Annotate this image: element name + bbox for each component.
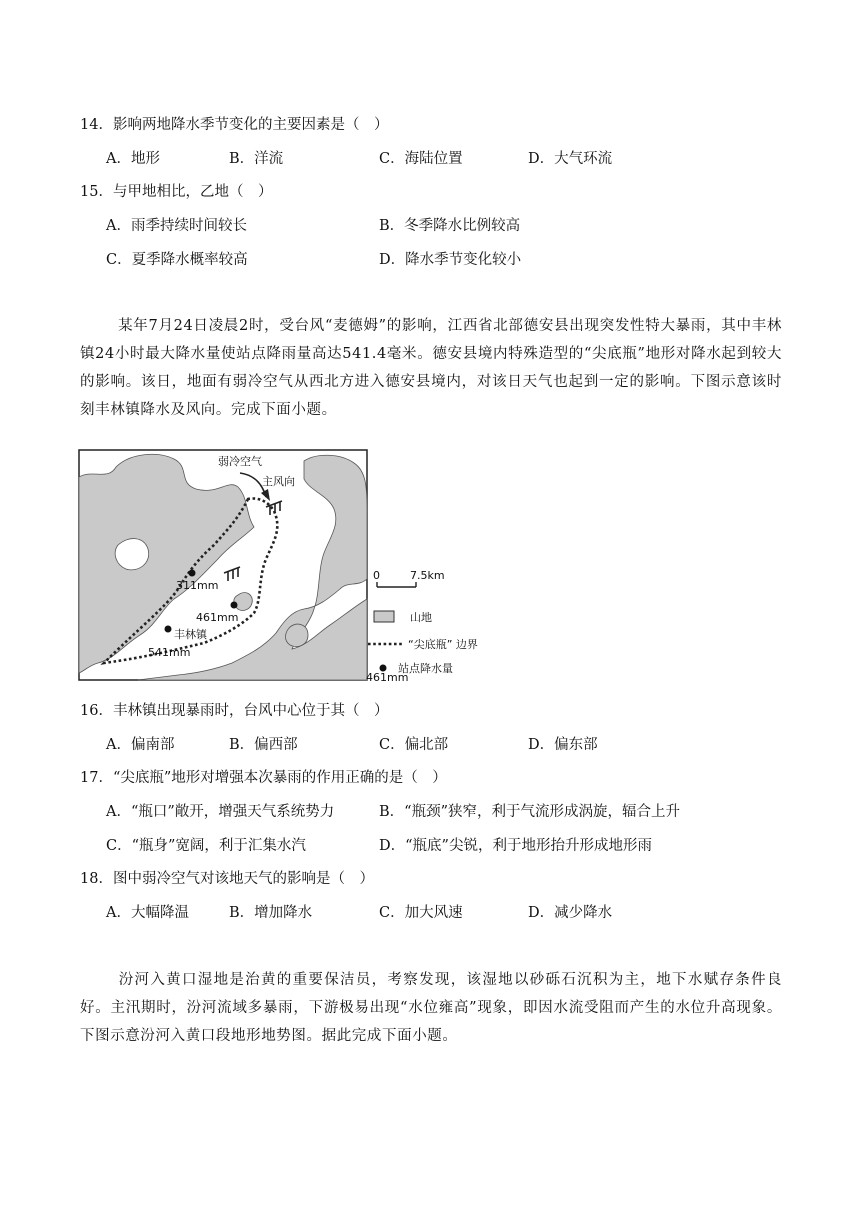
q16-option-a: A．偏南部 (106, 737, 175, 753)
question-17-stem: 17．“尖底瓶”地形对增强本次暴雨的作用正确的是（ ） (80, 770, 447, 786)
station-dot-311 (189, 570, 196, 577)
legend-boundary-label: “尖底瓶” 边界 (408, 638, 478, 651)
scale-distance: 7.5km (410, 569, 445, 582)
q16-option-d: D．偏东部 (528, 737, 598, 753)
rainfall-map-figure (78, 449, 496, 681)
legend-station-swatch (380, 665, 387, 672)
passage-typhoon-text: 某年7月24日凌晨2时，受台风“麦德姆”的影响，江西省北部德安县出现突发性特大暴雨，其中丰林镇24小时最大降水量使站点降雨量高达541.4毫米。德安县境内特殊造型的“尖底瓶”地形对降水起到较大的影响。该日，地面有弱冷空气从西北方进入德安县境内，对该日天气也起到一定的影响。下图示意该时刻丰林镇降水及风向。完成下面小题。 (80, 318, 782, 418)
passage-fen-river (80, 966, 782, 1050)
q17-option-b: B．“瓶颈”狭窄，利于气流形成涡旋，辐合上升 (379, 804, 680, 820)
q15-option-d: D．降水季节变化较小 (379, 252, 522, 268)
station-dot-461 (231, 602, 238, 609)
q14-option-a: A．地形 (106, 151, 160, 167)
scale-bar (377, 582, 416, 587)
question-18-stem: 18．图中弱冷空气对该地天气的影响是（ ） (80, 871, 374, 887)
legend-sample-461mm: 461mm (366, 671, 409, 681)
q18-option-a: A．大幅降温 (106, 905, 189, 921)
q16-option-b: B．偏西部 (229, 737, 298, 753)
scale-zero: 0 (373, 569, 380, 582)
q15-option-a: A．雨季持续时间较长 (106, 218, 247, 234)
label-main-wind: 主风向 (262, 475, 295, 488)
label-fenglin-town: 丰林镇 (174, 628, 207, 641)
q16-option-c: C．偏北部 (379, 737, 449, 753)
station-dot-541 (165, 626, 172, 633)
legend-mountain-label: 山地 (410, 611, 432, 624)
question-16-stem: 16．丰林镇出现暴雨时，台风中心位于其（ ） (80, 703, 389, 719)
q18-option-c: C．加大风速 (379, 905, 463, 921)
q14-option-d: D．大气环流 (528, 151, 613, 167)
q17-option-a: A．“瓶口”敞开，增强天气系统势力 (106, 804, 335, 820)
q17-option-d: D．“瓶底”尖锐，利于地形抬升形成地形雨 (379, 838, 652, 854)
legend-mountain-swatch (374, 611, 394, 622)
q15-option-b: B．冬季降水比例较高 (379, 218, 521, 234)
label-541mm: 541mm (148, 646, 191, 659)
label-cold-air: 弱冷空气 (218, 455, 262, 468)
q17-option-c: C．“瓶身”宽阔，利于汇集水汽 (106, 838, 306, 854)
question-14-stem: 14．影响两地降水季节变化的主要因素是（ ） (80, 117, 389, 133)
label-311mm: 311mm (176, 579, 219, 592)
legend-station-label: 站点降水量 (398, 662, 453, 675)
q18-option-b: B．增加降水 (229, 905, 313, 921)
label-461mm: 461mm (196, 611, 239, 624)
q14-option-b: B．洋流 (229, 151, 284, 167)
question-15-stem: 15．与甲地相比，乙地（ ） (80, 184, 273, 200)
passage-typhoon (80, 312, 782, 424)
q14-option-c: C．海陆位置 (379, 151, 463, 167)
passage-fen-river-text: 汾河入黄口湿地是治黄的重要保洁员，考察发现，该湿地以砂砾石沉积为主，地下水赋存条件良好。主汛期时，汾河流域多暴雨，下游极易出现“水位雍高”现象，即因水流受阻而产生的水位升高现象。下图示意汾河入黄口段地形地势图。据此完成下面小题。 (80, 972, 782, 1044)
q15-option-c: C．夏季降水概率较高 (106, 252, 248, 268)
q18-option-d: D．减少降水 (528, 905, 613, 921)
